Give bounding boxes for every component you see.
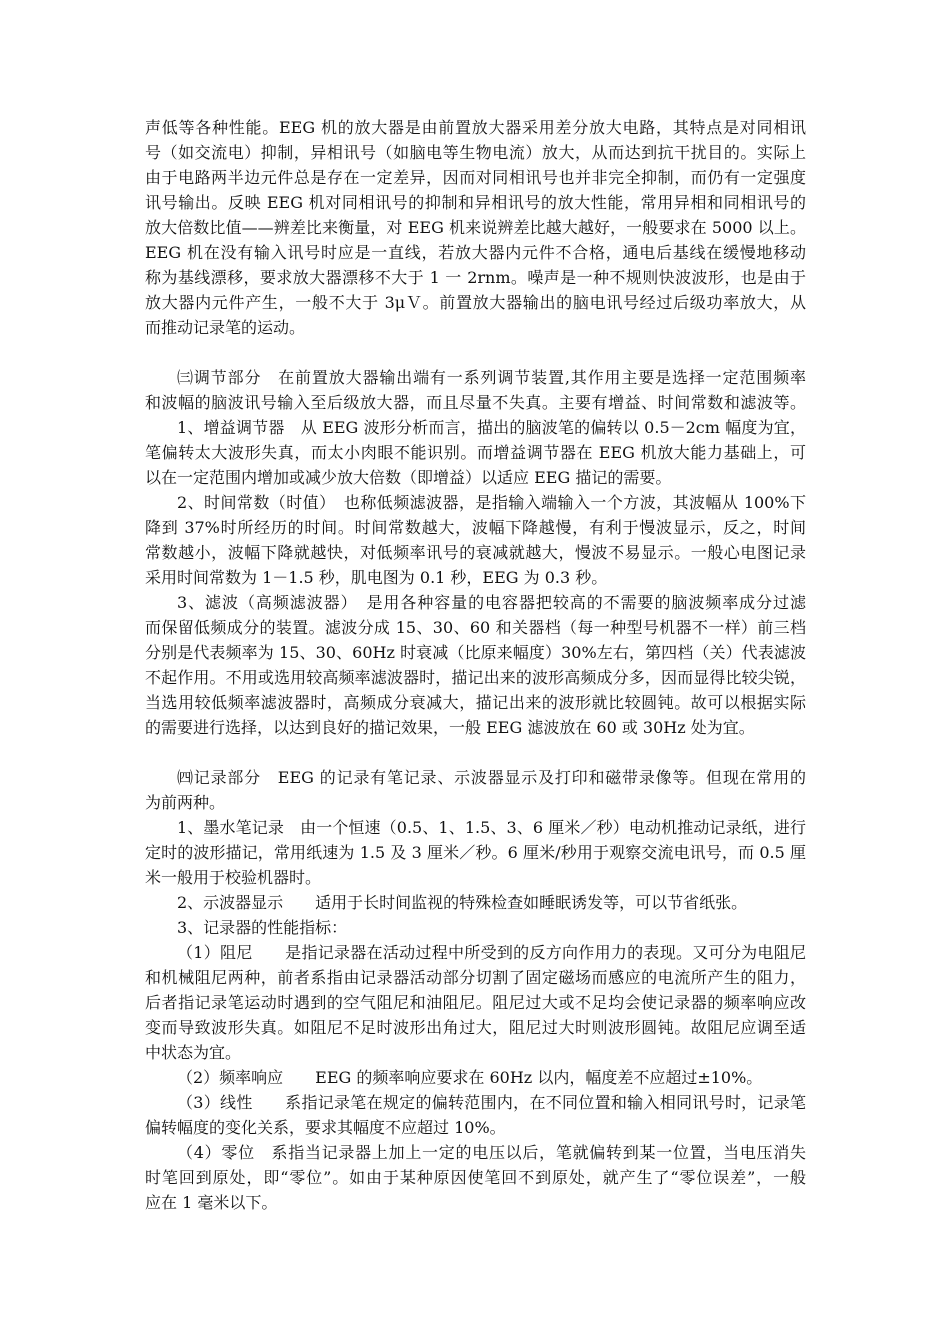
paragraph-line: 以在一定范围内增加或减少放大倍数（即增益）以适应 EEG 描记的需要。 — [145, 468, 672, 487]
paragraph-line: 降到 37%时所经历的时间。时间常数越大，波幅下降越慢，有利于慢波显示，反之，时间 — [145, 518, 806, 537]
paragraph-line: 称为基线漂移，要求放大器漂移不大于 1 一 2rnm。噪声是一种不规则快波波形，也是由于 — [145, 268, 806, 287]
paragraph-line: 2、时间常数（时值） 也称低频滤波器，是指输入端输入一个方波，其波幅从 100%下 — [177, 493, 806, 512]
paragraph-line: 1、增益调节器 从 EEG 波形分析而言，描出的脑波笔的偏转以 0.5－2cm 幅度为宜， — [177, 418, 806, 437]
paragraph-line: 应在 1 毫米以下。 — [145, 1193, 278, 1212]
paragraph-line: 定时的波形描记，常用纸速为 1.5 及 3 厘米／秒。6 厘米/秒用于观察交流电讯号，而 0.5 厘 — [145, 843, 806, 862]
paragraph-amplifier-performance — [145, 115, 806, 340]
paragraph-adjustment-section — [145, 365, 806, 415]
paragraph-line: 变而导致波形失真。如阻尼不足时波形出角过大，阻尼过大时则波形圆钝。故阻尼应调至适 — [145, 1018, 806, 1037]
paragraph-damping — [145, 940, 806, 1065]
paragraph-line: EEG 机在没有输入讯号时应是一直线，若放大器内元件不合格，通电后基线在缓慢地移动 — [145, 243, 806, 262]
paragraph-line: 1、墨水笔记录 由一个恒速（0.5、1、1.5、3、6 厘米／秒）电动机推动记录纸，进行 — [177, 818, 806, 837]
paragraph-line: 放大倍数比值——辨差比来衡量，对 EEG 机来说辨差比越大越好，一般要求在 5000 以上。 — [145, 218, 806, 237]
paragraph-line: 3、滤波（高频滤波器） 是用各种容量的电容器把较高的不需要的脑波频率成分过滤 — [177, 593, 806, 612]
paragraph-line: 的需要进行选择，以达到良好的描记效果，一般 EEG 滤波放在 60 或 30Hz 处为宜。 — [145, 718, 755, 737]
paragraph-line: 中状态为宜。 — [145, 1043, 242, 1062]
paragraph-line: 号（如交流电）抑制，异相讯号（如脑电等生物电流）放大，从而达到抗干扰目的。实际上 — [145, 143, 806, 162]
paragraph-line: 常数越小，波幅下降就越快，对低频率讯号的衰减就越大，慢波不易显示。一般心电图记录 — [145, 543, 806, 562]
paragraph-line: 2、示波器显示 适用于长时间监视的特殊检查如睡眠诱发等，可以节省纸张。 — [177, 893, 748, 912]
paragraph-zero-position — [145, 1140, 806, 1215]
section-heading-line: ㈢调节部分 在前置放大器输出端有一系列调节装置,其作用主要是选择一定范围频率 — [177, 368, 806, 387]
paragraph-line: 当选用较低频率滤波器时，高频成分衰减大，描记出来的波形就比较圆钝。故可以根据实际 — [145, 693, 806, 712]
paragraph-line: 为前两种。 — [145, 793, 226, 812]
paragraph-line: 笔偏转太大波形失真，而太小肉眼不能识别。而增益调节器在 EEG 机放大能力基础上，可 — [145, 443, 806, 462]
paragraph-frequency-response — [145, 1065, 806, 1090]
paragraph-line: 和机械阻尼两种，前者系指由记录器活动部分切割了固定磁场而感应的电流所产生的阻力， — [145, 968, 806, 987]
paragraph-line: 而推动记录笔的运动。 — [145, 318, 306, 337]
paragraph-line: 由于电路两半边元件总是存在一定差异，因而对同相讯号也并非完全抑制，而仍有一定强度 — [145, 168, 806, 187]
paragraph-line: （3）线性 系指记录笔在规定的偏转范围内，在不同位置和输入相同讯号时，记录笔 — [177, 1093, 806, 1112]
paragraph-linearity — [145, 1090, 806, 1140]
paragraph-recorder-specs-heading — [145, 915, 806, 940]
paragraph-line: （2）频率响应 EEG 的频率响应要求在 60Hz 以内，幅度差不应超过±10%。 — [177, 1068, 763, 1087]
paragraph-line: 而保留低频成分的装置。滤波分成 15、30、60 和关器档（每一种型号机器不一样）前三档 — [145, 618, 806, 637]
paragraph-filter — [145, 590, 806, 740]
paragraph-line: 采用时间常数为 1－1.5 秒，肌电图为 0.1 秒，EEG 为 0.3 秒。 — [145, 568, 608, 587]
section-heading-line: ㈣记录部分 EEG 的记录有笔记录、示波器显示及打印和磁带录像等。但现在常用的 — [177, 768, 806, 787]
paragraph-line: 时笔回到原处，即“零位”。如由于某种原因使笔回不到原处，就产生了“零位误差”，一般 — [145, 1168, 806, 1187]
paragraph-line: 不起作用。不用或选用较高频率滤波器时，描记出来的波形高频成分多，因而显得比较尖锐， — [145, 668, 806, 687]
paragraph-oscilloscope-display — [145, 890, 806, 915]
paragraph-ink-pen-recording — [145, 815, 806, 890]
paragraph-line: 放大器内元件产生，一般不大于 3μＶ。前置放大器输出的脑电讯号经过后级功率放大，从 — [145, 293, 806, 312]
paragraph-line: 声低等各种性能。EEG 机的放大器是由前置放大器采用差分放大电路，其特点是对同相讯 — [145, 118, 806, 137]
paragraph-line: 3、记录器的性能指标： — [177, 918, 348, 937]
paragraph-line: 和波幅的脑波讯号输入至后级放大器，而且尽量不失真。主要有增益、时间常数和滤波等。 — [145, 393, 806, 412]
paragraph-recording-section — [145, 765, 806, 815]
paragraph-line: 讯号输出。反映 EEG 机对同相讯号的抑制和异相讯号的放大性能，常用异相和同相讯号的 — [145, 193, 806, 212]
paragraph-line: 偏转幅度的变化关系，要求其幅度不应超过 10%。 — [145, 1118, 506, 1137]
paragraph-line: 后者指记录笔运动时遇到的空气阻尼和油阻尼。阻尼过大或不足均会使记录器的频率响应改 — [145, 993, 806, 1012]
paragraph-line: （1）阻尼 是指记录器在活动过程中所受到的反方向作用力的表现。又可分为电阻尼 — [177, 943, 806, 962]
document-page — [145, 115, 806, 1215]
paragraph-gain-adjuster — [145, 415, 806, 490]
paragraph-line: 米一般用于校验机器时。 — [145, 868, 322, 887]
paragraph-time-constant — [145, 490, 806, 590]
paragraph-line: （4）零位 系指当记录器上加上一定的电压以后，笔就偏转到某一位置，当电压消失 — [177, 1143, 806, 1162]
paragraph-line: 分别是代表频率为 15、30、60Hz 时衰减（比原来幅度）30%左右，第四档（关）代表滤波 — [145, 643, 806, 662]
